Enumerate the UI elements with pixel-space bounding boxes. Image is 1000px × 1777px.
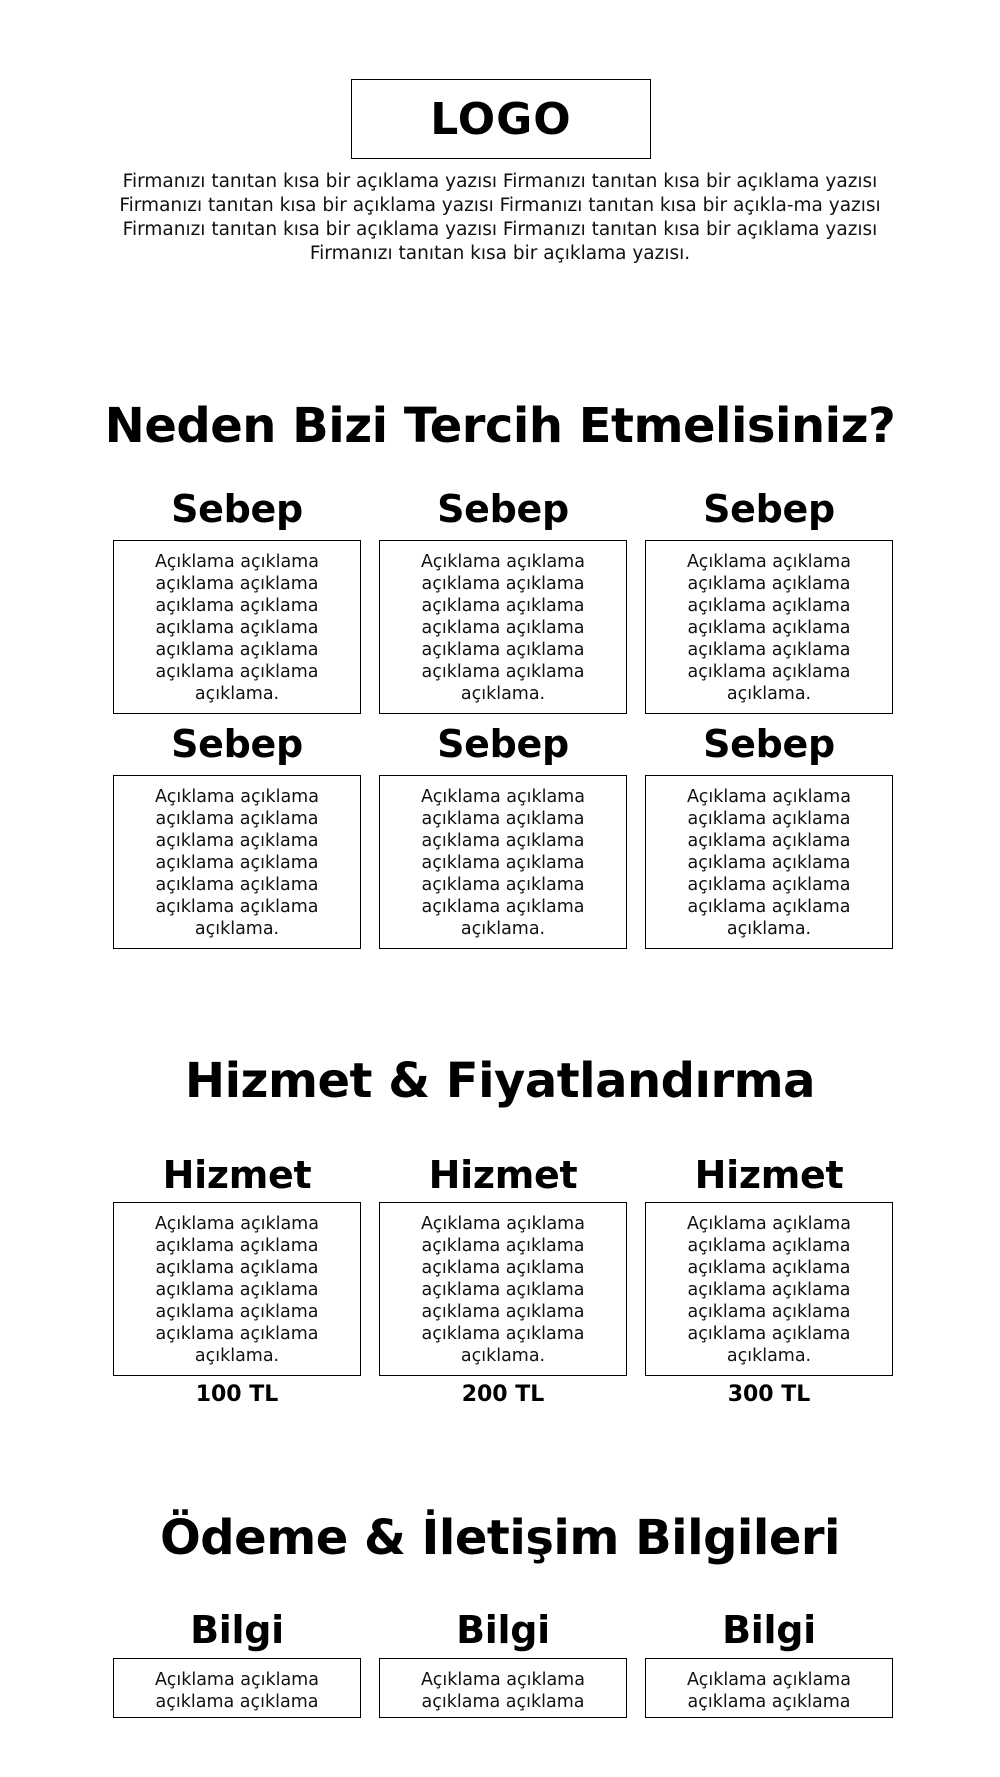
contact-card-title: Bilgi (456, 1608, 550, 1652)
reason-card-title: Sebep (437, 487, 569, 531)
reasons-section-title: Neden Bizi Tercih Etmelisiniz? (104, 398, 896, 454)
contact-card-text: Açıklama açıklama açıklama açıklama (421, 1670, 585, 1712)
reason-card-text: Açıklama açıklama açıklama açıklama açıklama açıklama açıklama açıklama açıklama açıklama açıklama açıklama açıklama. (421, 787, 585, 939)
reason-card-box (113, 540, 361, 714)
contact-card-text: Açıklama açıklama açıklama açıklama (155, 1670, 319, 1712)
reason-card-text: Açıklama açıklama açıklama açıklama açıklama açıklama açıklama açıklama açıklama açıklama açıklama açıklama açıklama. (687, 552, 851, 704)
reason-card-title: Sebep (171, 722, 303, 766)
contact-card-box (645, 1658, 893, 1718)
service-card-box (645, 1202, 893, 1376)
service-price: 300 TL (727, 1382, 811, 1407)
service-price: 200 TL (461, 1382, 545, 1407)
service-card-box (379, 1202, 627, 1376)
reason-card-title: Sebep (703, 487, 835, 531)
reason-card-box (113, 775, 361, 949)
reason-card-title: Sebep (437, 722, 569, 766)
service-card-title: Hizmet (694, 1153, 844, 1197)
service-price: 100 TL (195, 1382, 279, 1407)
contact-section-title: Ödeme & İletişim Bilgileri (159, 1510, 841, 1566)
reason-card-text: Açıklama açıklama açıklama açıklama açıklama açıklama açıklama açıklama açıklama açıklama açıklama açıklama açıklama. (155, 552, 319, 704)
services-section-title: Hizmet & Fiyatlandırma (184, 1053, 816, 1109)
contact-card-title: Bilgi (722, 1608, 816, 1652)
service-card-text: Açıklama açıklama açıklama açıklama açıklama açıklama açıklama açıklama açıklama açıklama açıklama açıklama açıklama. (155, 1214, 319, 1366)
reason-card-text: Açıklama açıklama açıklama açıklama açıklama açıklama açıklama açıklama açıklama açıklama açıklama açıklama açıklama. (687, 787, 851, 939)
service-card-title: Hizmet (428, 1153, 578, 1197)
contact-card-box (113, 1658, 361, 1718)
reason-card-title: Sebep (171, 487, 303, 531)
intro-text: Firmanızı tanıtan kısa bir açıklama yazısı Firmanızı tanıtan kısa bir açıklama yazısı Firmanızı tanıtan kısa bir açıklama yazısı Firmanızı tanıtan kısa bir açıkla-ma yazısı Firmanızı tanıtan kısa bir açıklama yazısı Firmanızı tanıtan kısa bir açıklama yazısı Firmanızı tanıtan kısa bir açıklama yazısı. (119, 171, 881, 264)
reason-card-box (645, 540, 893, 714)
service-card-text: Açıklama açıklama açıklama açıklama açıklama açıklama açıklama açıklama açıklama açıklama açıklama açıklama açıklama. (421, 1214, 585, 1366)
service-card-title: Hizmet (162, 1153, 312, 1197)
logo: LOGO (351, 79, 651, 159)
reason-card-box (645, 775, 893, 949)
reason-card-text: Açıklama açıklama açıklama açıklama açıklama açıklama açıklama açıklama açıklama açıklama açıklama açıklama açıklama. (421, 552, 585, 704)
reason-card-box (379, 775, 627, 949)
service-card-box (113, 1202, 361, 1376)
reason-card-text: Açıklama açıklama açıklama açıklama açıklama açıklama açıklama açıklama açıklama açıklama açıklama açıklama açıklama. (155, 787, 319, 939)
contact-card-text: Açıklama açıklama açıklama açıklama (687, 1670, 851, 1712)
reason-card-title: Sebep (703, 722, 835, 766)
service-card-text: Açıklama açıklama açıklama açıklama açıklama açıklama açıklama açıklama açıklama açıklama açıklama açıklama açıklama. (687, 1214, 851, 1366)
contact-card-title: Bilgi (190, 1608, 284, 1652)
contact-card-box (379, 1658, 627, 1718)
reason-card-box (379, 540, 627, 714)
